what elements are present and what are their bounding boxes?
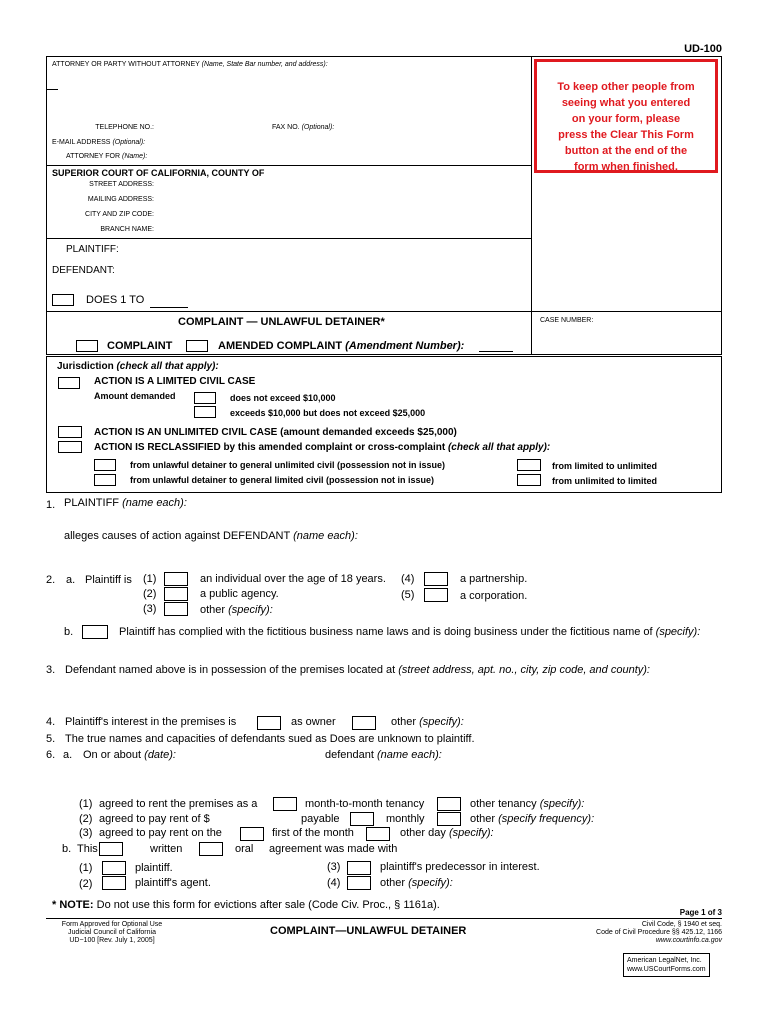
made-plaintiff-label: plaintiff. bbox=[135, 862, 173, 874]
reclass-opt4-checkbox[interactable] bbox=[517, 474, 541, 486]
notice-line: seeing what you entered bbox=[561, 97, 691, 109]
public-agency-checkbox[interactable] bbox=[164, 587, 188, 601]
reclass-opt1-label: from unlawful detainer to general unlimited civil (possession not in issue) bbox=[130, 460, 446, 470]
jurisdiction-label bbox=[57, 361, 219, 372]
note-star: * NOTE: bbox=[52, 899, 94, 911]
footer-left-line: Form Approved for Optional Use bbox=[61, 921, 163, 928]
courtinfo-link[interactable]: www.courtinfo.ca.gov bbox=[655, 937, 722, 944]
divider bbox=[46, 311, 722, 312]
item6a-letter: a. bbox=[63, 749, 73, 761]
reclassified-hint: (check all that apply): bbox=[447, 442, 551, 453]
made-other-label bbox=[380, 877, 453, 889]
defendant-text: defendant bbox=[325, 749, 374, 761]
reclassified-checkbox[interactable] bbox=[58, 441, 82, 453]
made-plaintiff-checkbox[interactable] bbox=[102, 861, 126, 875]
public-agency-label: a public agency. bbox=[200, 588, 279, 600]
footer-right-line: Civil Code, § 1940 et seq. bbox=[641, 921, 722, 928]
fictitious-label bbox=[119, 626, 700, 638]
n4: (4) bbox=[327, 877, 341, 889]
other-day-text: other day bbox=[400, 827, 446, 839]
city-label: CITY AND ZIP CODE: bbox=[85, 211, 154, 218]
m2m-label: month-to-month tenancy bbox=[305, 798, 425, 810]
plaintiff-label: PLAINTIFF: bbox=[66, 244, 119, 255]
item4-number: 4. bbox=[46, 716, 56, 728]
first-month-label: first of the month bbox=[272, 827, 354, 839]
on-about-text: On or about bbox=[83, 749, 142, 761]
legalnet-name: American LegalNet, Inc. bbox=[627, 957, 702, 964]
item6-number: 6. bbox=[46, 749, 56, 761]
agreed-rent-label: agreed to rent the premises as a bbox=[99, 798, 258, 810]
note-text: Do not use this form for evictions after sale (Code Civ. Proc., § 1161a). bbox=[96, 899, 440, 911]
fax-label-text: FAX NO. bbox=[272, 124, 300, 131]
specify-hint: (specify): bbox=[448, 827, 494, 839]
specify-hint: (specify): bbox=[408, 877, 453, 889]
individual-checkbox[interactable] bbox=[164, 572, 188, 586]
item4-text: Plaintiff's interest in the premises is bbox=[65, 716, 237, 728]
other-text: other bbox=[200, 604, 226, 616]
corporation-checkbox[interactable] bbox=[424, 588, 448, 602]
other-frequency-label bbox=[470, 813, 594, 825]
footer-left-line: Judicial Council of California bbox=[68, 929, 156, 936]
not-exceed-checkbox[interactable] bbox=[194, 392, 216, 404]
item3-text bbox=[65, 664, 650, 676]
as-owner-label: as owner bbox=[291, 716, 336, 728]
reclass-opt2-checkbox[interactable] bbox=[94, 474, 116, 486]
defendant-label: DEFENDANT: bbox=[52, 265, 115, 276]
corporation-label: a corporation. bbox=[460, 590, 528, 602]
complaint-label: COMPLAINT bbox=[107, 340, 173, 352]
item3-hint: (street address, apt. no., city, zip code, and county): bbox=[398, 664, 650, 676]
plaintiff-is-label: Plaintiff is bbox=[85, 574, 132, 586]
reclass-opt2-label: from unlawful detainer to general limited civil (possession not in issue) bbox=[130, 475, 435, 485]
complaint-title: COMPLAINT — UNLAWFUL DETAINER* bbox=[178, 316, 385, 328]
does-number-field[interactable] bbox=[150, 307, 188, 308]
item6b-letter: b. bbox=[62, 843, 72, 855]
n2: (2) bbox=[79, 878, 93, 890]
attorney-label-text: ATTORNEY OR PARTY WITHOUT ATTORNEY bbox=[52, 61, 200, 68]
exceeds-label: exceeds $10,000 but does not exceed $25,000 bbox=[230, 408, 426, 418]
made-agent-label: plaintiff's agent. bbox=[135, 877, 211, 889]
other-frequency-checkbox[interactable] bbox=[437, 812, 461, 826]
payable-label: payable bbox=[301, 813, 340, 825]
oral-label: oral bbox=[235, 843, 254, 855]
street-label: STREET ADDRESS: bbox=[89, 181, 154, 188]
exceeds-checkbox[interactable] bbox=[194, 406, 216, 418]
unlimited-case-checkbox[interactable] bbox=[58, 426, 82, 438]
n2: (2) bbox=[143, 588, 157, 600]
as-owner-checkbox[interactable] bbox=[257, 716, 281, 730]
item5-number: 5. bbox=[46, 733, 56, 745]
page-number: Page 1 of 3 bbox=[679, 908, 722, 917]
other-tenancy-label bbox=[470, 798, 584, 810]
other-plaintiff-label bbox=[200, 604, 273, 616]
item3-number: 3. bbox=[46, 664, 56, 676]
reclass-opt1-checkbox[interactable] bbox=[94, 459, 116, 471]
attorney-for-hint: (Name): bbox=[122, 153, 148, 160]
legalnet-url: www.USCourtForms.com bbox=[627, 966, 706, 973]
n1: (1) bbox=[79, 798, 93, 810]
item1-alleges bbox=[64, 530, 358, 542]
other-tenancy-checkbox[interactable] bbox=[437, 797, 461, 811]
does-label: DOES 1 TO bbox=[86, 294, 145, 306]
this-label: This bbox=[77, 843, 98, 855]
footer-right bbox=[596, 921, 722, 945]
footer-right-line: Code of Civil Procedure §§ 425.12, 1166 bbox=[596, 929, 722, 936]
attorney-hint: (Name, State Bar number, and address): bbox=[201, 61, 328, 68]
reclass-opt4-label: from unlimited to limited bbox=[552, 476, 657, 486]
complaint-checkbox[interactable] bbox=[76, 340, 98, 352]
on-about-label bbox=[83, 749, 176, 761]
item2a-letter: a. bbox=[66, 574, 76, 586]
footer-rule bbox=[46, 918, 722, 919]
other-day-label bbox=[400, 827, 494, 839]
fax-hint: (Optional): bbox=[301, 124, 335, 131]
item2b-letter: b. bbox=[64, 626, 74, 638]
court-title: SUPERIOR COURT OF CALIFORNIA, COUNTY OF bbox=[52, 168, 265, 178]
other-text: other bbox=[470, 813, 496, 825]
amount-demanded-label: Amount demanded bbox=[94, 391, 176, 401]
notice-line: press the Clear This Form bbox=[558, 129, 694, 141]
amended-label-text: AMENDED COMPLAINT bbox=[218, 340, 343, 352]
not-exceed-label: does not exceed $10,000 bbox=[230, 393, 336, 403]
written-checkbox[interactable] bbox=[99, 842, 123, 856]
name-each-hint: (name each): bbox=[377, 749, 442, 761]
notice-line: form when finished. bbox=[574, 161, 678, 173]
predecessor-label: plaintiff's predecessor in interest. bbox=[380, 861, 540, 873]
item5-text: The true names and capacities of defendants sued as Does are unknown to plaintiff. bbox=[65, 733, 475, 745]
reclass-opt3-checkbox[interactable] bbox=[517, 459, 541, 471]
specify-hint: (specify): bbox=[419, 716, 464, 728]
divider bbox=[46, 165, 532, 166]
other-tenancy-text: other tenancy bbox=[470, 798, 537, 810]
email-hint: (Optional): bbox=[112, 139, 146, 146]
other-day-checkbox[interactable] bbox=[366, 827, 390, 841]
attorney-field[interactable] bbox=[46, 89, 58, 90]
partnership-checkbox[interactable] bbox=[424, 572, 448, 586]
form-id: UD-100 bbox=[684, 43, 722, 55]
footer-left-line: UD−100 [Rev. July 1, 2005] bbox=[69, 937, 155, 944]
other-plaintiff-checkbox[interactable] bbox=[164, 602, 188, 616]
email-label-text: E-MAIL ADDRESS bbox=[52, 139, 111, 146]
does-checkbox[interactable] bbox=[52, 294, 74, 306]
clear-form-notice bbox=[534, 59, 718, 173]
amended-hint: (Amendment Number): bbox=[345, 340, 465, 352]
made-agent-checkbox[interactable] bbox=[102, 876, 126, 890]
item3-text-main: Defendant named above is in possession of the premises located at bbox=[65, 664, 396, 676]
item2-number: 2. bbox=[46, 574, 56, 586]
reclassified-text: ACTION IS RECLASSIFIED by this amended complaint or cross-complaint bbox=[94, 442, 446, 453]
monthly-label: monthly bbox=[386, 813, 425, 825]
specify-hint: (specify): bbox=[655, 626, 701, 638]
monthly-checkbox[interactable] bbox=[350, 812, 374, 826]
case-number-label: CASE NUMBER: bbox=[540, 317, 594, 324]
footer-title: COMPLAINT—UNLAWFUL DETAINER bbox=[270, 925, 467, 937]
amended-label bbox=[218, 340, 464, 352]
date-hint: (date): bbox=[144, 749, 176, 761]
item1-plaintiff-text: PLAINTIFF bbox=[64, 497, 120, 509]
email-label bbox=[52, 139, 145, 146]
limited-case-label: ACTION IS A LIMITED CIVIL CASE bbox=[94, 376, 256, 387]
agreed-pay-on-label: agreed to pay rent on the bbox=[99, 827, 222, 839]
other-text: other bbox=[380, 877, 406, 889]
notice-line: on your form, please bbox=[571, 113, 681, 125]
n5: (5) bbox=[401, 589, 415, 601]
fictitious-checkbox[interactable] bbox=[82, 625, 108, 639]
first-month-checkbox[interactable] bbox=[240, 827, 264, 841]
item1-plaintiff bbox=[64, 497, 187, 509]
n3: (3) bbox=[143, 603, 157, 615]
notice-line: To keep other people from bbox=[557, 81, 695, 93]
reclassified-label bbox=[94, 442, 550, 453]
written-label: written bbox=[150, 843, 183, 855]
item1-alleges-text: alleges causes of action against DEFENDANT bbox=[64, 530, 291, 542]
predecessor-checkbox[interactable] bbox=[347, 861, 371, 875]
specify-hint: (specify): bbox=[228, 604, 273, 616]
frequency-hint: (specify frequency): bbox=[498, 813, 595, 825]
item1-number: 1. bbox=[46, 499, 56, 511]
limited-case-checkbox[interactable] bbox=[58, 377, 80, 389]
branch-label: BRANCH NAME: bbox=[100, 226, 154, 233]
item1-alleges-hint: (name each): bbox=[293, 530, 358, 542]
m2m-checkbox[interactable] bbox=[273, 797, 297, 811]
fax-label bbox=[272, 124, 334, 131]
mailing-label: MAILING ADDRESS: bbox=[87, 196, 154, 203]
agreed-pay-label: agreed to pay rent of $ bbox=[99, 813, 210, 825]
item1-plaintiff-hint: (name each): bbox=[122, 497, 187, 509]
attorney-for-text: ATTORNEY FOR bbox=[66, 153, 121, 160]
jurisdiction-label-text: Jurisdiction bbox=[57, 361, 114, 372]
defendant-each-label bbox=[325, 749, 442, 761]
specify-hint: (specify): bbox=[539, 798, 585, 810]
made-other-checkbox[interactable] bbox=[347, 876, 371, 890]
telephone-label: TELEPHONE NO.: bbox=[95, 124, 154, 131]
jurisdiction-hint: (check all that apply): bbox=[116, 361, 219, 372]
reclass-opt3-label: from limited to unlimited bbox=[552, 461, 657, 471]
unlimited-case-label: ACTION IS AN UNLIMITED CIVIL CASE (amount demanded exceeds $25,000) bbox=[94, 427, 457, 438]
n3: (3) bbox=[79, 827, 93, 839]
interest-other-label bbox=[391, 716, 464, 728]
n1: (1) bbox=[143, 573, 157, 585]
divider bbox=[46, 238, 532, 239]
n4: (4) bbox=[401, 573, 415, 585]
attorney-label bbox=[52, 61, 328, 68]
footer-left bbox=[46, 921, 178, 945]
amended-checkbox[interactable] bbox=[186, 340, 208, 352]
other-text: other bbox=[391, 716, 417, 728]
interest-other-checkbox[interactable] bbox=[352, 716, 376, 730]
partnership-label: a partnership. bbox=[460, 573, 528, 585]
attorney-for-label bbox=[66, 153, 147, 160]
amendment-number-field[interactable] bbox=[479, 351, 513, 352]
n2: (2) bbox=[79, 813, 93, 825]
individual-label: an individual over the age of 18 years. bbox=[200, 573, 386, 585]
fictitious-text: Plaintiff has complied with the fictitious business name laws and is doing business under the fictitious name of bbox=[119, 626, 653, 638]
n3: (3) bbox=[327, 861, 341, 873]
note bbox=[52, 899, 440, 911]
legalnet-badge[interactable] bbox=[623, 953, 710, 977]
oral-checkbox[interactable] bbox=[199, 842, 223, 856]
agreement-with-label: agreement was made with bbox=[269, 843, 398, 855]
notice-line: button at the end of the bbox=[564, 145, 688, 157]
n1: (1) bbox=[79, 862, 93, 874]
